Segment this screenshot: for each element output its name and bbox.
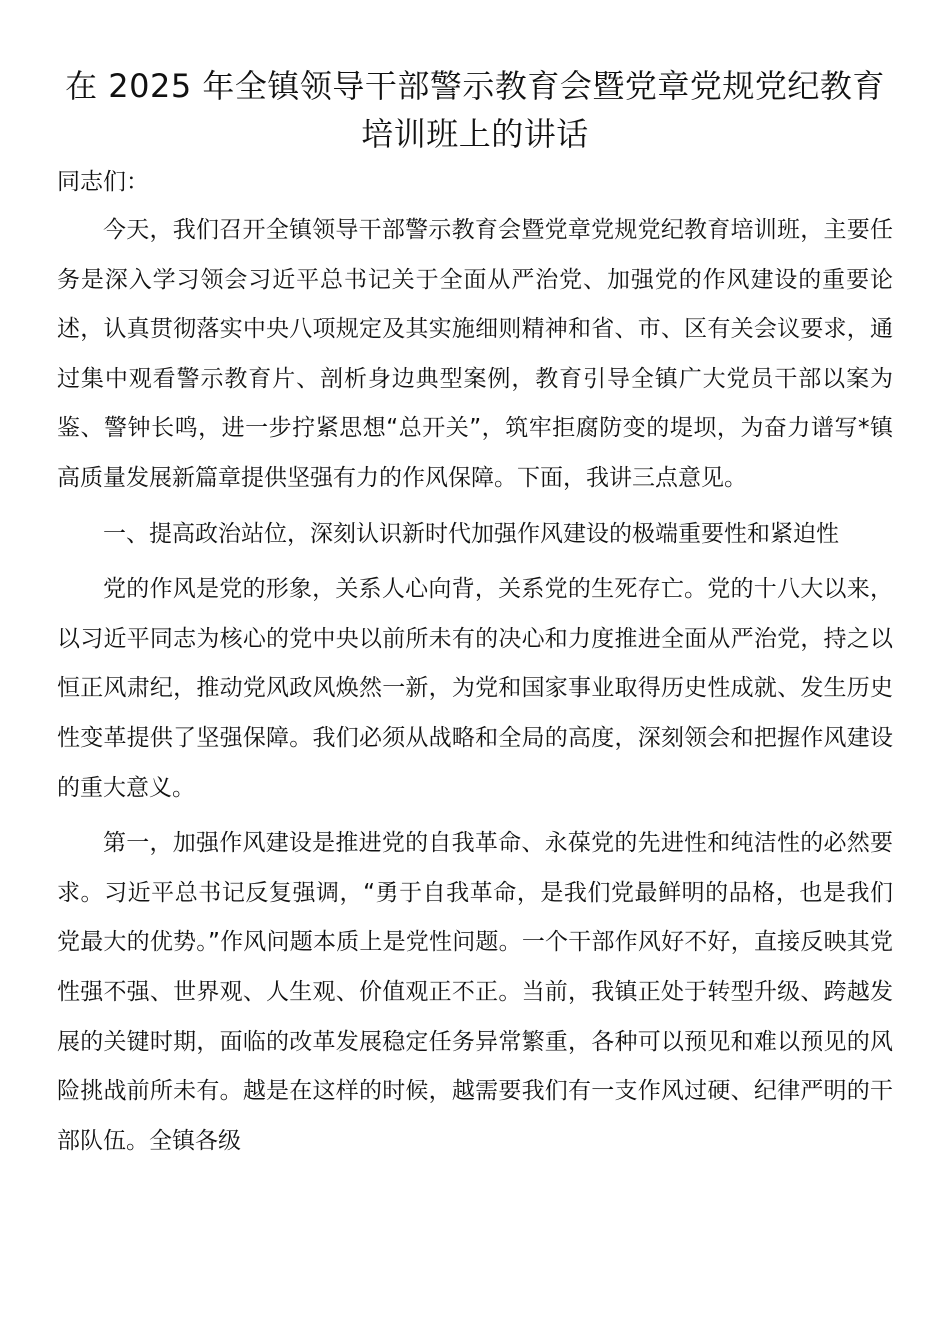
- paragraph-section-1-intro: 党的作风是党的形象，关系人心向背，关系党的生死存亡。党的十八大以来，以习近平同志为核心的党中央以前所未有的决心和力度推进全面从严治党，持之以恒正风肃纪，推动党风政风焕然一新，为党和国家事业取得历史性成就、发生历史性变革提供了坚强保障。我们必须从战略和全局的高度，深刻领会和把握作风建设的重大意义。: [57, 576, 893, 801]
- salutation: 同志们：: [57, 169, 149, 195]
- document-title: 在 2025 年全镇领导干部警示教育会暨党章党规党纪教育培训班上的讲话: [65, 67, 885, 153]
- paragraph-intro: 今天，我们召开全镇领导干部警示教育会暨党章党规党纪教育培训班，主要任务是深入学习领会习近平总书记关于全面从严治党、加强党的作风建设的重要论述，认真贯彻落实中央八项规定及其实施细则精神和省、市、区有关会议要求，通过集中观看警示教育片、剖析身边典型案例，教育引导全镇广大党员干部以案为鉴、警钟长鸣，进一步拧紧思想“总开关”，筑牢拒腐防变的堤坝，为奋力谱写*镇高质量发展新篇章提供坚强有力的作风保障。下面，我讲三点意见。: [57, 217, 893, 491]
- section-heading-1: 一、提高政治站位，深刻认识新时代加强作风建设的极端重要性和紧迫性: [103, 520, 839, 547]
- document-page: [57, 62, 893, 1166]
- paragraph-point-1: 第一，加强作风建设是推进党的自我革命、永葆党的先进性和纯洁性的必然要求。习近平总书记反复强调，“勇于自我革命，是我们党最鲜明的品格，也是我们党最大的优势。”作风问题本质上是党性问题。一个干部作风好不好，直接反映其党性强不强、世界观、人生观、价值观正不正。当前，我镇正处于转型升级、跨越发展的关键时期，面临的改革发展稳定任务异常繁重，各种可以预见和难以预见的风险挑战前所未有。越是在这样的时候，越需要我们有一支作风过硬、纪律严明的干部队伍。全镇各级: [57, 830, 893, 1154]
